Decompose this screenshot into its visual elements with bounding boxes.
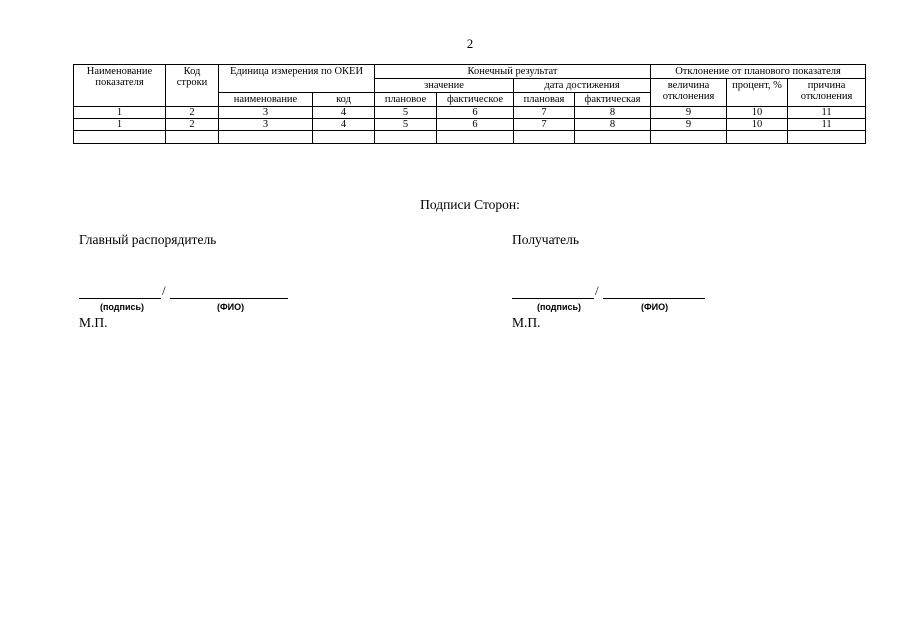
header-final-result: Конечный результат: [375, 65, 651, 79]
right-slash: /: [595, 283, 599, 298]
header-deviation: Отклонение от планового показателя: [651, 65, 866, 79]
table-row: [74, 107, 866, 119]
table-cell: [727, 131, 788, 144]
table-cell: [74, 131, 166, 144]
header-date-actual: фактическая: [575, 93, 651, 107]
left-signature-caption: (подпись): [100, 302, 145, 312]
table-cell: 3: [219, 107, 313, 119]
header-indicator-name: Наименование показателя: [74, 65, 166, 107]
table-cell: 7: [514, 107, 575, 119]
table-cell: 6: [437, 107, 514, 119]
table-cell: 4: [313, 119, 375, 131]
header-value-planned: плановое: [375, 93, 437, 107]
table-cell: 6: [437, 119, 514, 131]
table-cell: [313, 131, 375, 144]
table-cell: 9: [651, 107, 727, 119]
table-cell: [788, 131, 866, 144]
header-value-actual: фактическое: [437, 93, 514, 107]
table-cell: [219, 131, 313, 144]
right-name-line: [603, 284, 705, 299]
table-cell: 3: [219, 119, 313, 131]
table-row: [74, 119, 866, 131]
header-unit: Единица измерения по ОКЕИ: [219, 65, 375, 93]
left-stamp-label: М.П.: [79, 315, 108, 330]
header-value: значение: [375, 79, 514, 93]
right-name-caption: (ФИО): [641, 302, 669, 312]
table-cell: [166, 131, 219, 144]
header-deviation-reason: причина отклонения: [788, 79, 866, 107]
page-number: 2: [466, 36, 474, 51]
left-party-title: Главный распорядитель: [79, 232, 217, 247]
table-cell: 7: [514, 119, 575, 131]
table-cell: [651, 131, 727, 144]
table-cell: [575, 131, 651, 144]
table-cell: 2: [166, 119, 219, 131]
header-achievement-date: дата достижения: [514, 79, 651, 93]
table-cell: 8: [575, 107, 651, 119]
table-cell: 10: [727, 119, 788, 131]
table-cell: 4: [313, 107, 375, 119]
right-signature-line: [512, 284, 594, 299]
table-cell: [375, 131, 437, 144]
table-cell: 5: [375, 119, 437, 131]
table-row-empty: [74, 131, 866, 144]
right-stamp-label: М.П.: [512, 315, 541, 330]
left-slash: /: [162, 283, 166, 298]
table-cell: 5: [375, 107, 437, 119]
results-table: [73, 64, 866, 144]
table-cell: 11: [788, 107, 866, 119]
header-unit-code: код: [313, 93, 375, 107]
table-cell: 2: [166, 107, 219, 119]
table-cell: 9: [651, 119, 727, 131]
left-signature-line: [79, 284, 161, 299]
header-percent: процент, %: [727, 79, 788, 107]
header-row-code: Код строки: [166, 65, 219, 107]
right-signature-caption: (подпись): [537, 302, 582, 312]
signatures-title: Подписи Сторон:: [420, 197, 520, 212]
header-deviation-amount: величина отклонения: [651, 79, 727, 107]
table-cell: 1: [74, 107, 166, 119]
right-party-title: Получатель: [512, 232, 580, 247]
left-name-line: [170, 284, 288, 299]
table-cell: [437, 131, 514, 144]
table-cell: 11: [788, 119, 866, 131]
header-date-planned: плановая: [514, 93, 575, 107]
header-unit-name: наименование: [219, 93, 313, 107]
table-cell: 8: [575, 119, 651, 131]
table-cell: 10: [727, 107, 788, 119]
table-cell: 1: [74, 119, 166, 131]
left-name-caption: (ФИО): [217, 302, 245, 312]
table-cell: [514, 131, 575, 144]
